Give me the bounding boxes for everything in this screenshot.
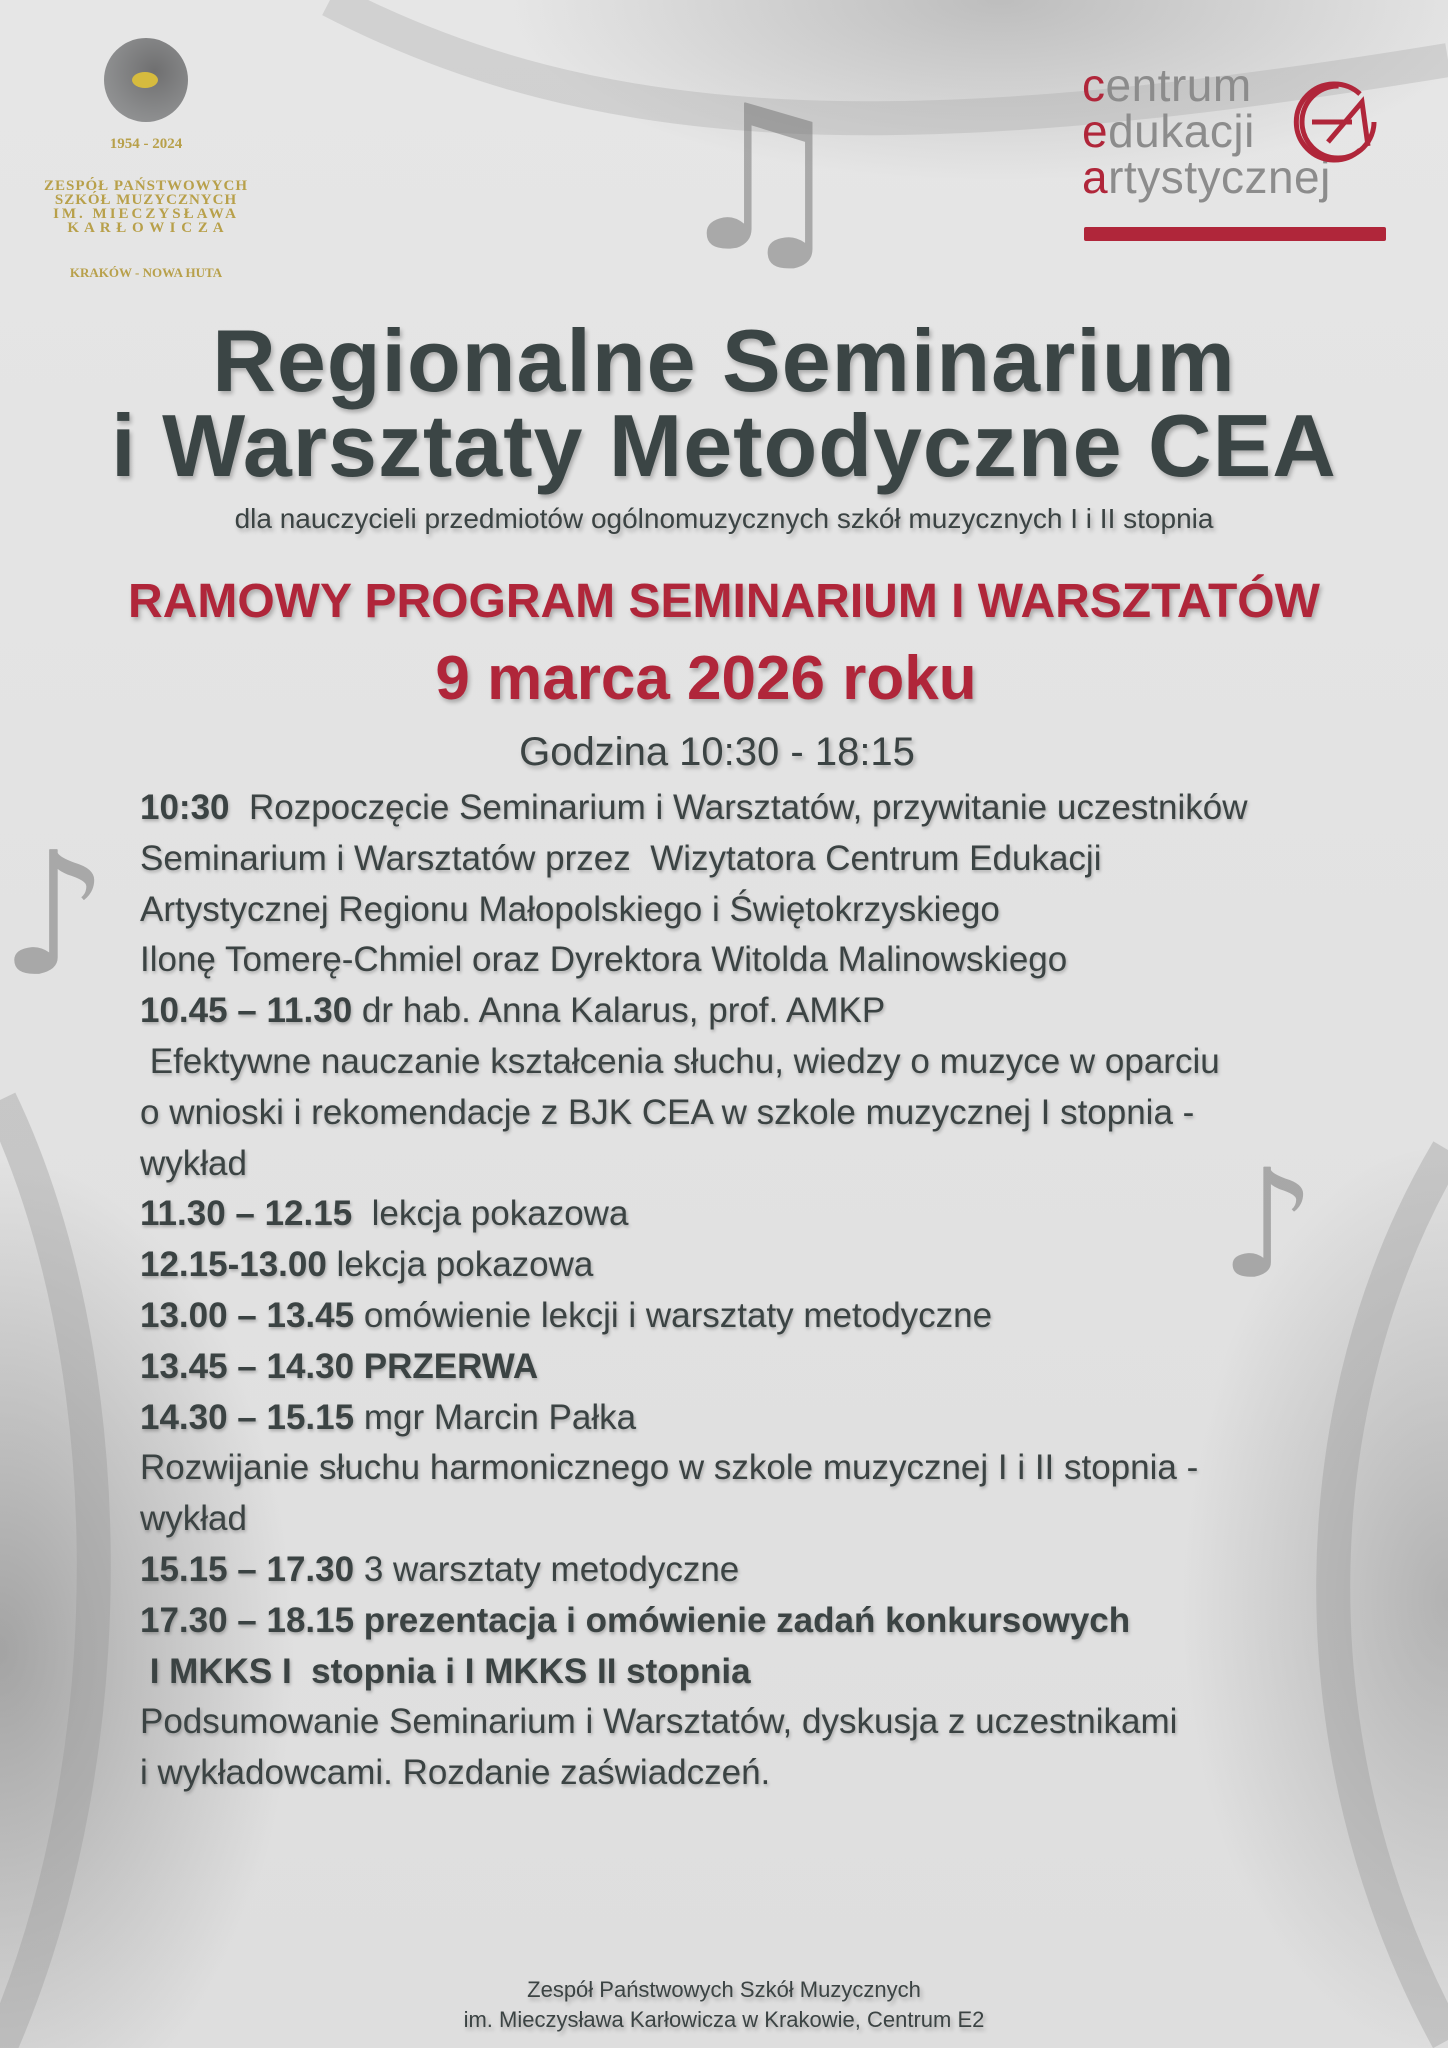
background-swirl [1333, 1150, 1448, 2040]
program-text: Podsumowanie Seminarium i Warsztatów, dyskusja z uczestnikami [140, 1702, 1178, 1742]
program-text: omówienie lekcji i warsztaty metodyczne [354, 1296, 993, 1335]
program-time: I MKKS I stopnia i I MKKS II stopnia [140, 1651, 751, 1691]
program-line [140, 1448, 1198, 1488]
program-line [140, 839, 1101, 879]
program-line [140, 1550, 739, 1590]
program-text: lekcja pokazowa [326, 1245, 594, 1285]
school-years: 1954 - 2024 [109, 136, 183, 152]
program-text: lekcja pokazowa [352, 1194, 629, 1234]
event-date: 9 marca 2026 roku [435, 644, 977, 713]
program-text: 3 warsztaty metodyczne [354, 1550, 740, 1589]
music-note-icon: ♫ [670, 63, 850, 296]
program-line [140, 1245, 593, 1285]
program-line [140, 890, 1000, 930]
background-swirl [0, 1100, 94, 2048]
program-text: Rozpoczęcie Seminarium i Warsztatów, przywitanie uczestników [229, 788, 1248, 827]
program-line [140, 1652, 751, 1692]
program-text: o wnioski i rekomendacje z BJK CEA w szkole muzycznej I stopnia - [140, 1092, 1195, 1132]
program-text: wykład [140, 1499, 247, 1539]
program-line [140, 1093, 1194, 1133]
program-line [140, 1296, 992, 1336]
school-name: ZESPÓŁ PAŃSTWOWYCH SZKÓŁ MUZYCZNYCH IM. MIECZYSŁAWA K A R Ł O W I C Z A [44, 178, 248, 236]
school-city: KRAKÓW - NOWA HUTA [69, 265, 223, 280]
footer-line2: im. Mieczysława Karłowicza w Krakowie, Centrum E2 [463, 2007, 985, 2032]
program-time: 11.30 – 12.15 [140, 1194, 353, 1234]
program-text: i wykładowcami. Rozdanie zaświadczeń. [140, 1753, 771, 1793]
program-line [140, 1398, 636, 1438]
program-line [140, 1702, 1177, 1742]
program-time: 10:30 [140, 788, 230, 827]
program-text: Seminarium i Warsztatów przez Wizytatora Centrum Edukacji [140, 838, 1102, 878]
subtitle: dla nauczycieli przedmiotów ogólnomuzycznych szkół muzycznych I i II stopnia [234, 503, 1214, 534]
program-line [140, 1601, 1130, 1641]
cea-logo-bar [1084, 227, 1386, 241]
program-time: 10.45 – 11.30 [140, 991, 353, 1031]
program-line [140, 1753, 770, 1793]
program-text: wykład [140, 1143, 247, 1183]
program-text: Artystycznej Regionu Małopolskiego i Świętokrzyskiego [140, 889, 1000, 929]
program-text: dr hab. Anna Kalarus, prof. AMKP [352, 991, 886, 1031]
music-note-icon: ♪ [0, 816, 109, 1014]
program-text: Efektywne nauczanie kształcenia słuchu, wiedzy o muzyce w oparciu [140, 1042, 1220, 1081]
program-text: mgr Marcin Pałka [354, 1397, 637, 1437]
page-title-line2: i Warsztaty Metodyczne CEA [111, 396, 1337, 495]
program-line [140, 788, 1248, 828]
footer [0, 1975, 1448, 2035]
program-time: 13.00 – 13.45 [140, 1296, 355, 1335]
school-logo [40, 38, 252, 281]
program-line [140, 1144, 247, 1184]
cea-mark-icon [1282, 72, 1382, 172]
footer-line1: Zespół Państwowych Szkół Muzycznych [527, 1977, 921, 2002]
page-title-line1: Regionalne Seminarium [212, 311, 1236, 410]
music-note-icon: ♪ [1220, 1138, 1316, 1312]
program-line [140, 1194, 628, 1234]
program-line [140, 940, 1067, 980]
program-text: Rozwijanie słuchu harmonicznego w szkole muzycznej I i II stopnia - [140, 1448, 1199, 1488]
program-time: 17.30 – 18.15 prezentacja i omówienie zadań konkursowych [140, 1600, 1131, 1640]
program-time: 15.15 – 17.30 [140, 1550, 355, 1589]
event-hours: Godzina 10:30 - 18:15 [519, 730, 915, 774]
program-heading: RAMOWY PROGRAM SEMINARIUM I WARSZTATÓW [128, 575, 1320, 628]
program-time: 13.45 – 14.30 PRZERWA [140, 1346, 539, 1386]
program-line [140, 991, 885, 1031]
program-line [140, 1042, 1220, 1082]
program-line [140, 1347, 538, 1387]
school-emblem [104, 38, 188, 122]
program-text: Ilonę Tomerę-Chmiel oraz Dyrektora Witolda Malinowskiego [140, 940, 1068, 980]
cea-logo: centrum edukacji artystycznej [1082, 62, 1392, 247]
program-time: 12.15-13.00 [140, 1245, 327, 1285]
program-time: 14.30 – 15.15 [140, 1397, 355, 1437]
program-line [140, 1499, 247, 1539]
